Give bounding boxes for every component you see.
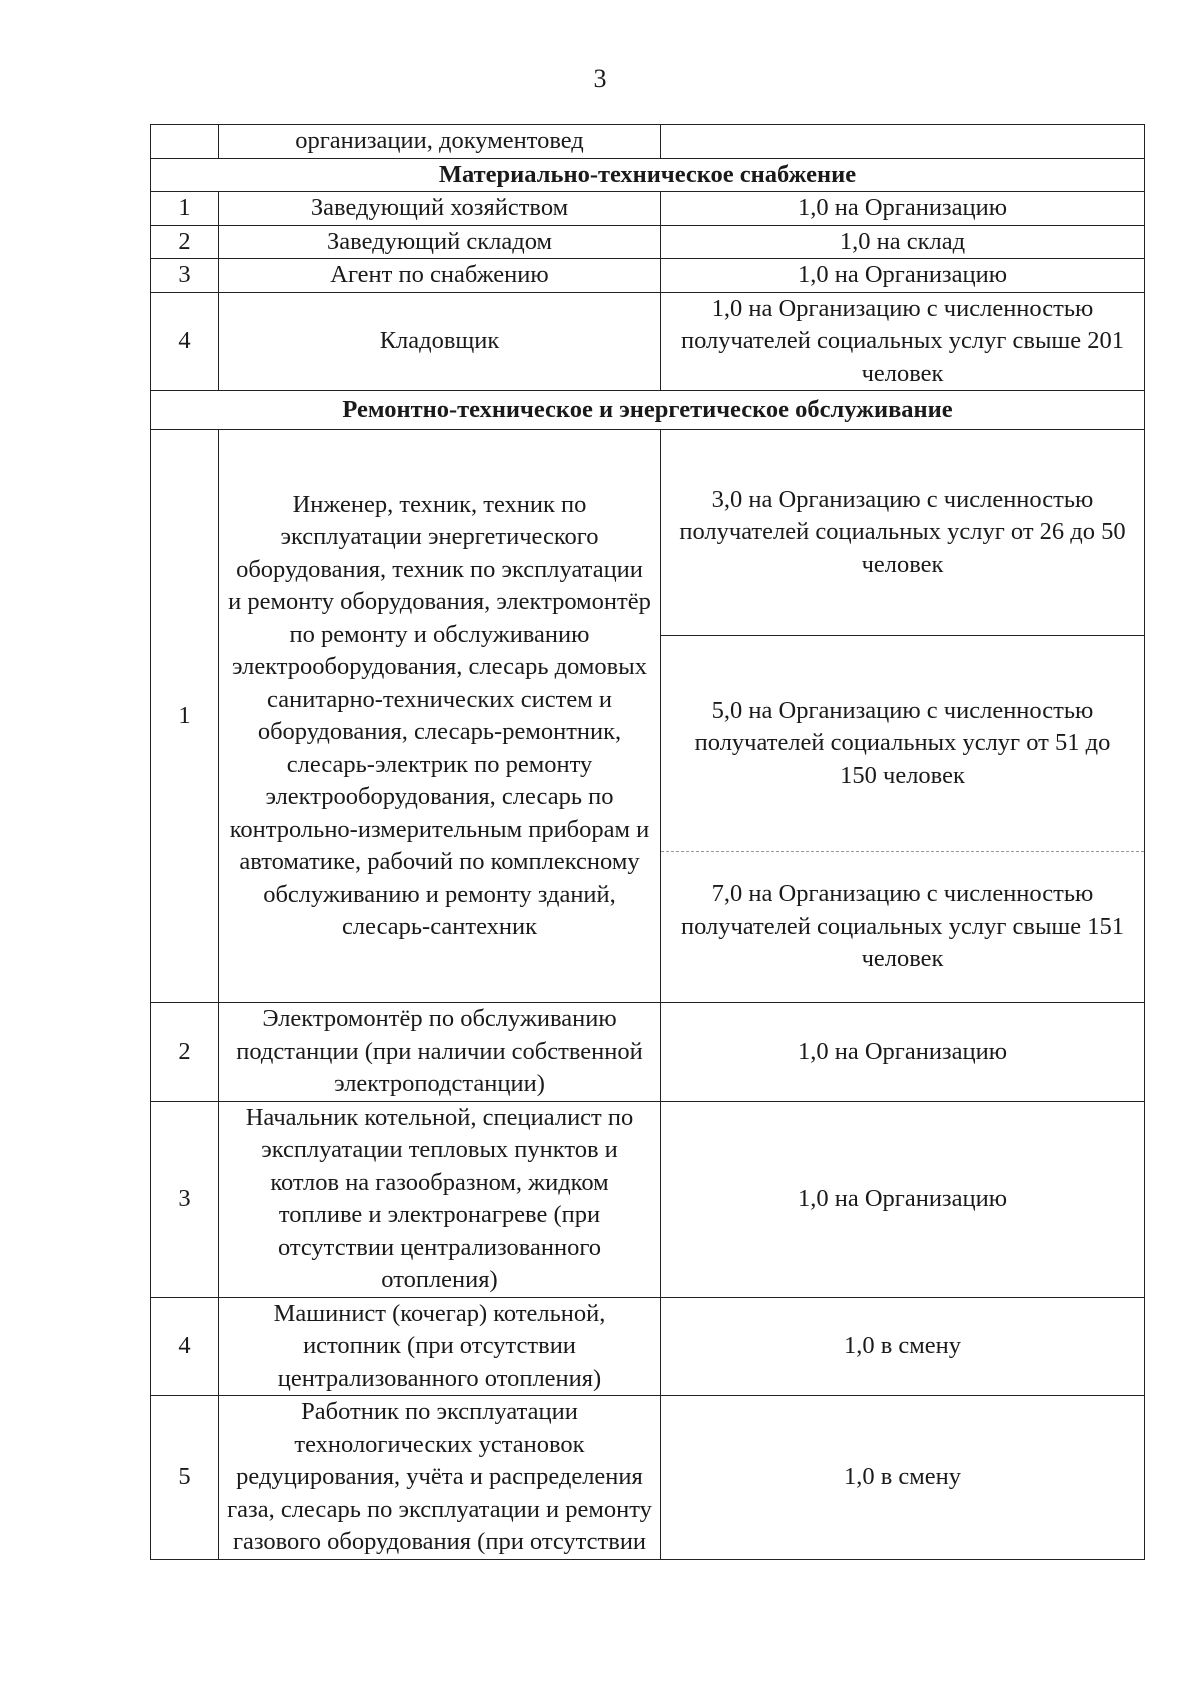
staffing-table <box>150 124 1145 1560</box>
page-number: 3 <box>593 64 607 93</box>
staffing-norm: 5,0 на Организацию с численностью получателей социальных услуг от 51 до 150 человек <box>661 636 1145 852</box>
row-number: 2 <box>151 1003 219 1102</box>
row-number: 4 <box>151 292 219 391</box>
table-row <box>151 125 1145 159</box>
staffing-norm <box>661 125 1145 159</box>
table-row <box>151 225 1145 259</box>
table-row <box>151 1101 1145 1297</box>
section-header-row <box>151 158 1145 192</box>
row-number: 1 <box>151 430 219 1003</box>
position-name: Агент по снабжению <box>219 259 661 293</box>
position-name: Инженер, техник, техник по эксплуатации энергетического оборудования, техник по эксплуатации и ремонту оборудования, электромонтёр по ремонту и обслуживанию электрооборудования, слесарь домовых санитарно-технических систем и оборудования, слесарь-ремонтник, слесарь-электрик по ремонту электрооборудования, слесарь по контрольно-измерительным приборам и автоматике, рабочий по комплексному обслуживанию и ремонту зданий, слесарь-сантехник <box>219 430 661 1003</box>
row-number: 3 <box>151 1101 219 1297</box>
row-number: 5 <box>151 1396 219 1560</box>
table-row <box>151 1396 1145 1560</box>
position-name: Кладовщик <box>219 292 661 391</box>
position-name: организации, документовед <box>219 125 661 159</box>
staffing-norm: 1,0 на Организацию <box>661 192 1145 226</box>
staffing-norm: 1,0 на Организацию <box>661 259 1145 293</box>
section-title: Ремонтно-техническое и энергетическое обслуживание <box>151 391 1145 430</box>
staffing-norm: 1,0 в смену <box>661 1297 1145 1396</box>
table-row <box>151 430 1145 636</box>
staffing-norm: 7,0 на Организацию с численностью получателей социальных услуг свыше 151 человек <box>661 852 1145 1003</box>
row-number: 3 <box>151 259 219 293</box>
staffing-norm: 1,0 на склад <box>661 225 1145 259</box>
staffing-norm: 1,0 на Организацию <box>661 1101 1145 1297</box>
table-row <box>151 259 1145 293</box>
section-title: Материально-техническое снабжение <box>151 158 1145 192</box>
row-number: 1 <box>151 192 219 226</box>
staffing-norm: 1,0 в смену <box>661 1396 1145 1560</box>
position-name: Работник по эксплуатации технологических установок редуцирования, учёта и распределения газа, слесарь по эксплуатации и ремонту газового оборудования (при отсутствии <box>219 1396 661 1560</box>
position-name: Заведующий складом <box>219 225 661 259</box>
table-row <box>151 1297 1145 1396</box>
position-name: Электромонтёр по обслуживанию подстанции (при наличии собственной электроподстанции) <box>219 1003 661 1102</box>
staffing-norm: 3,0 на Организацию с численностью получателей социальных услуг от 26 до 50 человек <box>661 430 1145 636</box>
staffing-norm: 1,0 на Организацию <box>661 1003 1145 1102</box>
position-name: Машинист (кочегар) котельной, истопник (при отсутствии централизованного отопления) <box>219 1297 661 1396</box>
position-name: Заведующий хозяйством <box>219 192 661 226</box>
table-row <box>151 292 1145 391</box>
position-name: Начальник котельной, специалист по эксплуатации тепловых пунктов и котлов на газообразном, жидком топливе и электронагреве (при отсутствии централизованного отопления) <box>219 1101 661 1297</box>
staffing-norm: 1,0 на Организацию с численностью получателей социальных услуг свыше 201 человек <box>661 292 1145 391</box>
section-header-row <box>151 391 1145 430</box>
row-number: 2 <box>151 225 219 259</box>
table-row <box>151 1003 1145 1102</box>
table-row <box>151 192 1145 226</box>
row-number <box>151 125 219 159</box>
row-number: 4 <box>151 1297 219 1396</box>
